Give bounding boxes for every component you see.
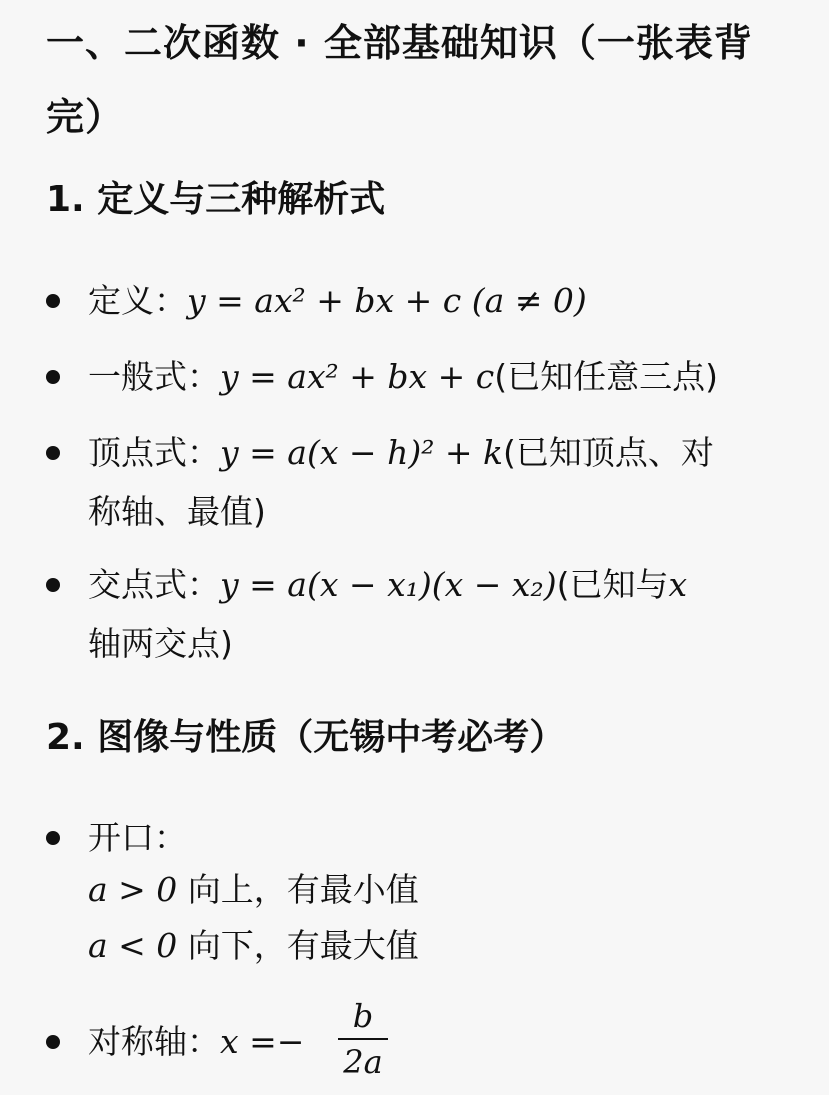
list-item-general-form [88,345,808,409]
list-item-definition [88,269,808,333]
fraction-denominator: 2a [343,1043,383,1081]
formula: y = ax² + bx + c [220,357,495,396]
section-heading-2: 2. 图像与性质（无锡中考必考） [46,717,566,758]
list-item-vertex-form [88,421,808,485]
bullet-icon [46,446,60,460]
item-note-variable: x [668,565,688,604]
item-note: (已知与 [556,565,669,604]
fraction-bar [338,1038,388,1040]
condition-text: 向上，有最小值 [177,870,419,909]
item-note: (已知任意三点) [494,357,719,396]
condition-text: 向下，有最大值 [177,926,419,965]
list-item-continuation [88,480,808,544]
opening-line-up [88,858,808,922]
bullet-icon [46,578,60,592]
formula: y = a(x − x₁)(x − x₂) [220,565,557,604]
item-label: 交点式： [88,565,220,604]
item-label: 对称轴： [88,1022,220,1061]
item-label: 顶点式： [88,433,220,472]
list-item-continuation [88,612,808,676]
item-label: 开口： [88,818,187,857]
formula: y = ax² + bx + c (a ≠ 0) [187,281,587,320]
bullet-icon [46,1035,60,1049]
bullet-icon [46,831,60,845]
item-note-continued: 称轴、最值) [88,492,266,531]
list-item-axis-of-symmetry [88,1010,808,1074]
item-note: (已知顶点、对 [503,433,714,472]
fraction [338,996,388,1082]
section-heading-1: 1. 定义与三种解析式 [46,179,386,220]
formula-lhs: x =− [220,1022,305,1061]
item-note-continued: 轴两交点) [88,624,233,663]
condition-math: a > 0 [88,870,178,909]
list-item-intercept-form [88,553,808,617]
bullet-icon [46,370,60,384]
item-label: 定义： [88,281,187,320]
condition-math: a < 0 [88,926,178,965]
opening-line-down [88,914,808,978]
fraction-numerator: b [352,997,374,1035]
item-label: 一般式： [88,357,220,396]
page-title: 一、二次函数 · 全部基础知识（一张表背完） [46,21,753,139]
formula: y = a(x − h)² + k [220,433,504,472]
bullet-icon [46,294,60,308]
